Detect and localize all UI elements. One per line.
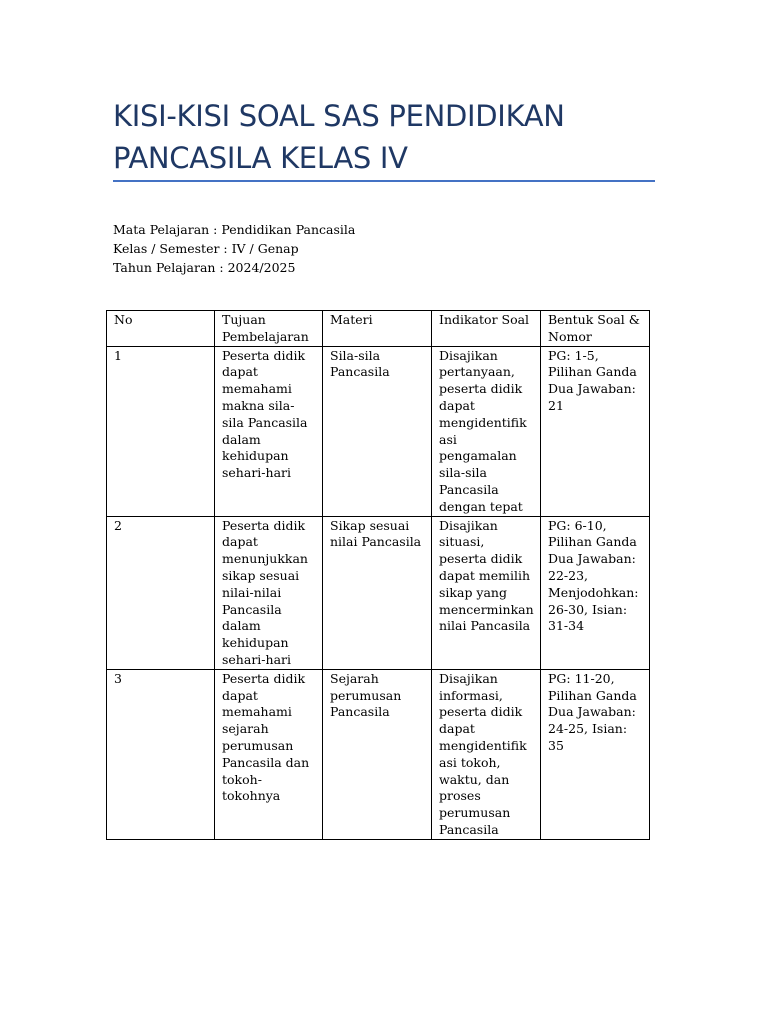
table-row: [107, 346, 650, 516]
header-bentuk-soal-nomor: Bentuk Soal & Nomor: [541, 311, 650, 347]
cell-bentuk-soal-nomor: PG: 6-10, Pilihan Ganda Dua Jawaban: 22-23, Menjodohkan: 26-30, Isian: 31-34: [541, 516, 650, 669]
kisi-kisi-table: [106, 310, 650, 840]
title-underline: [113, 180, 655, 182]
header-indikator-soal: Indikator Soal: [432, 311, 541, 347]
cell-bentuk-soal-nomor: PG: 11-20, Pilihan Ganda Dua Jawaban: 24-25, Isian: 35: [541, 669, 650, 839]
cell-indikator-soal: Disajikan informasi, peserta didik dapat mengidentifikasi tokoh, waktu, dan proses perumusan Pancasila: [432, 669, 541, 839]
meta-class-semester: Kelas / Semester : IV / Genap: [113, 241, 299, 256]
document-meta: [113, 220, 355, 277]
cell-tujuan-pembelajaran: Peserta didik dapat memahami sejarah perumusan Pancasila dan tokoh-tokohnya: [215, 669, 323, 839]
meta-subject: Mata Pelajaran : Pendidikan Pancasila: [113, 222, 356, 237]
cell-bentuk-soal-nomor: PG: 1-5, Pilihan Ganda Dua Jawaban: 21: [541, 346, 650, 516]
cell-materi: Sejarah perumusan Pancasila: [323, 669, 432, 839]
cell-no: 1: [107, 346, 215, 516]
table-row: [107, 516, 650, 669]
header-no: No: [107, 311, 215, 347]
cell-no: 2: [107, 516, 215, 669]
cell-indikator-soal: Disajikan pertanyaan, peserta didik dapat mengidentifikasi pengamalan sila-sila Pancasila dengan tepat: [432, 346, 541, 516]
table-row: [107, 669, 650, 839]
cell-materi: Sikap sesuai nilai Pancasila: [323, 516, 432, 669]
meta-academic-year: Tahun Pelajaran : 2024/2025: [113, 260, 296, 275]
cell-no: 3: [107, 669, 215, 839]
cell-materi: Sila-sila Pancasila: [323, 346, 432, 516]
cell-tujuan-pembelajaran: Peserta didik dapat menunjukkan sikap sesuai nilai-nilai Pancasila dalam kehidupan sehari-hari: [215, 516, 323, 669]
header-materi: Materi: [323, 311, 432, 347]
cell-indikator-soal: Disajikan situasi, peserta didik dapat memilih sikap yang mencerminkan nilai Pancasila: [432, 516, 541, 669]
table-header-row: [107, 311, 650, 347]
header-tujuan-pembelajaran: Tujuan Pembelajaran: [215, 311, 323, 347]
cell-tujuan-pembelajaran: Peserta didik dapat memahami makna sila-sila Pancasila dalam kehidupan sehari-hari: [215, 346, 323, 516]
document-title: KISI-KISI SOAL SAS PENDIDIKAN PANCASILA KELAS IV: [113, 99, 565, 175]
